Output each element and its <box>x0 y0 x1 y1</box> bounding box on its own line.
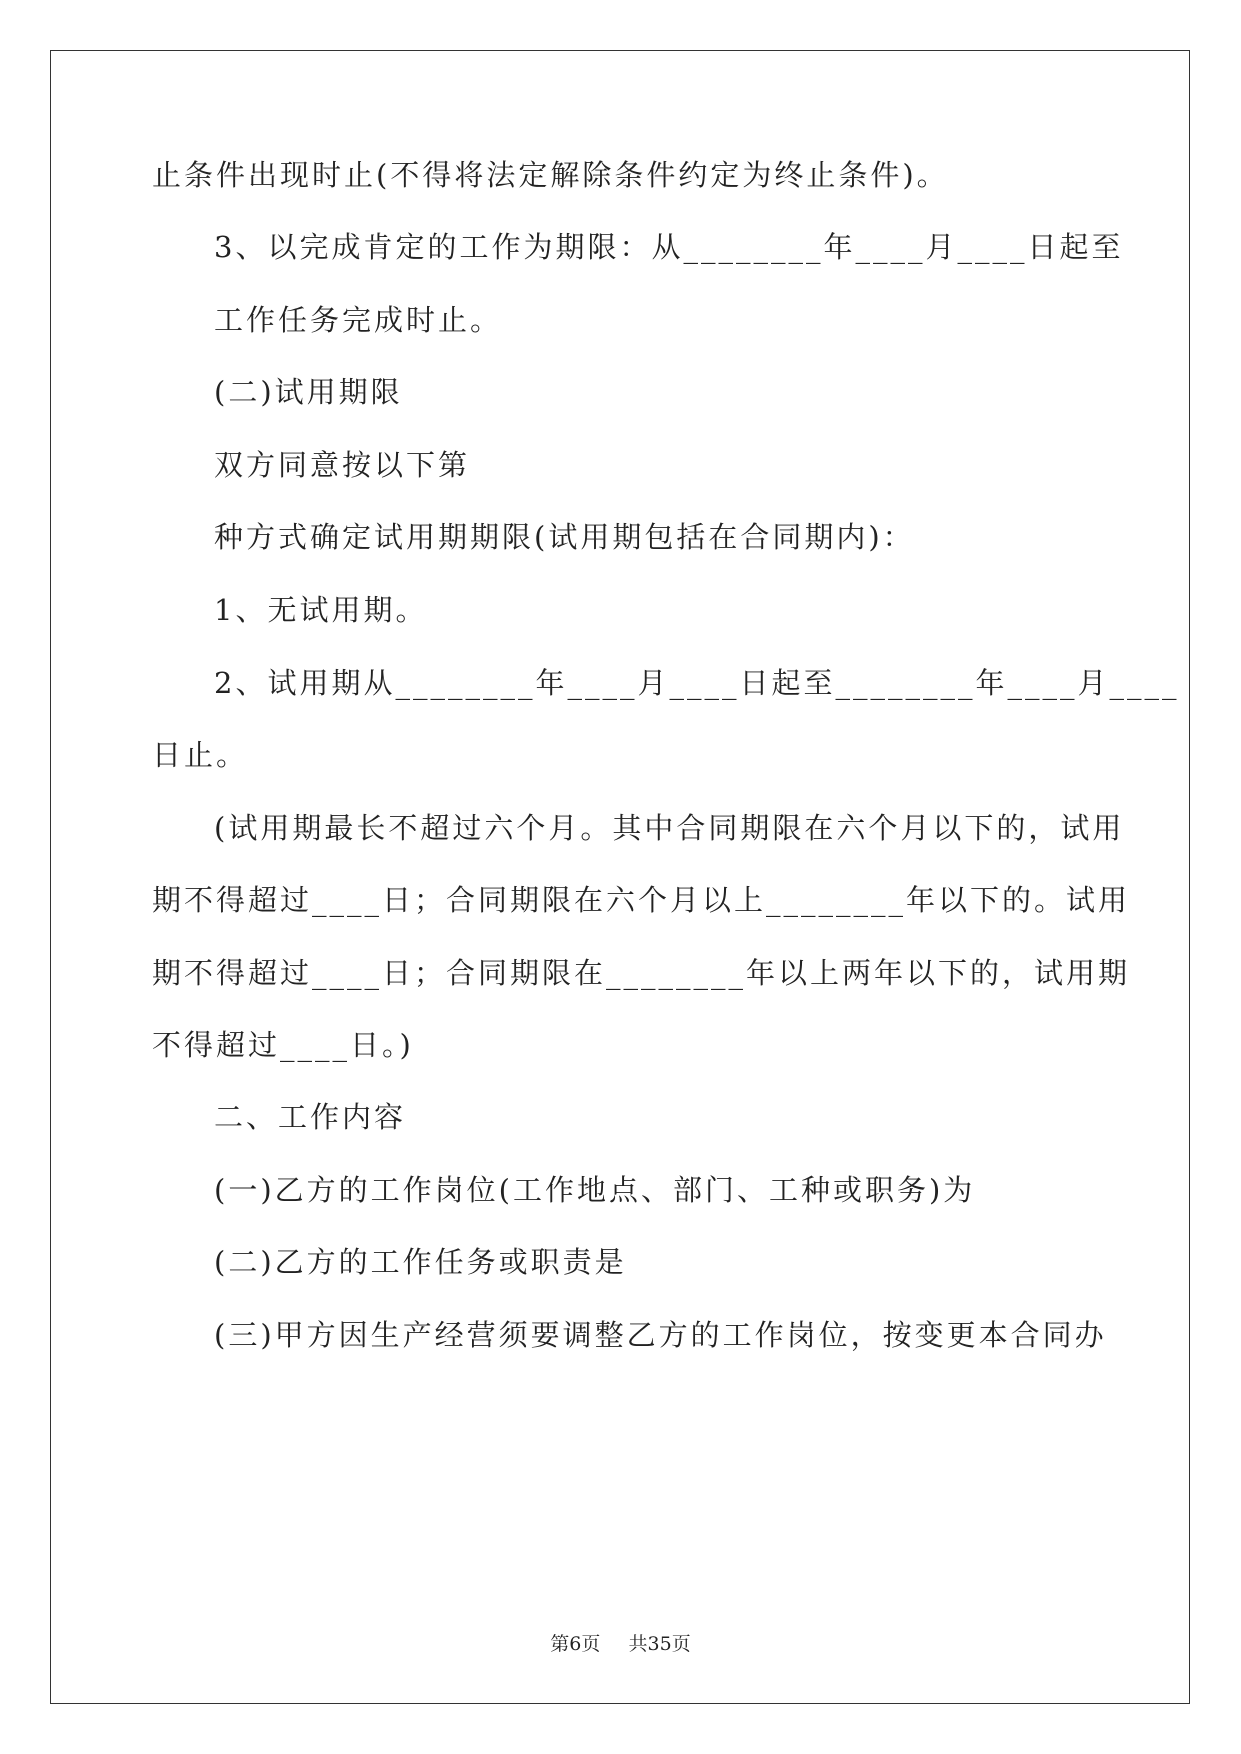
text-line: (一)乙方的工作岗位(工作地点、部门、工种或职务)为 <box>214 1173 976 1207</box>
text-line: 双方同意按以下第 <box>214 448 471 482</box>
text-line: 1、无试用期。 <box>214 593 428 627</box>
text-line: 不得超过____日。) <box>152 1028 414 1062</box>
text-line: (二)乙方的工作任务或职责是 <box>214 1245 627 1279</box>
text-line: 日止。 <box>152 738 249 772</box>
text-line: (三)甲方因生产经营须要调整乙方的工作岗位，按变更本合同办 <box>214 1318 1107 1352</box>
text-line: (试用期最长不超过六个月。其中合同期限在六个月以下的，试用 <box>214 811 1125 845</box>
text-line: 2、试用期从________年____月____日起至________年____月____ <box>214 666 1180 700</box>
text-line: 期不得超过____日；合同期限在________年以上两年以下的，试用期 <box>152 956 1131 990</box>
text-line: 止条件出现时止(不得将法定解除条件约定为终止条件)。 <box>152 158 949 192</box>
page-border <box>50 50 1190 1704</box>
page-number: 第6页 <box>550 1633 601 1655</box>
section-heading: 二、工作内容 <box>214 1100 407 1134</box>
page-total: 共35页 <box>628 1633 691 1655</box>
text-line: 种方式确定试用期期限(试用期包括在合同期内)： <box>214 520 915 554</box>
page-footer <box>0 1632 1241 1656</box>
text-line: 期不得超过____日；合同期限在六个月以上________年以下的。试用 <box>152 883 1131 917</box>
text-line: 工作任务完成时止。 <box>214 303 503 337</box>
section-heading: (二)试用期限 <box>214 375 403 409</box>
text-line: 3、以完成肯定的工作为期限：从________年____月____日起至 <box>214 230 1124 264</box>
